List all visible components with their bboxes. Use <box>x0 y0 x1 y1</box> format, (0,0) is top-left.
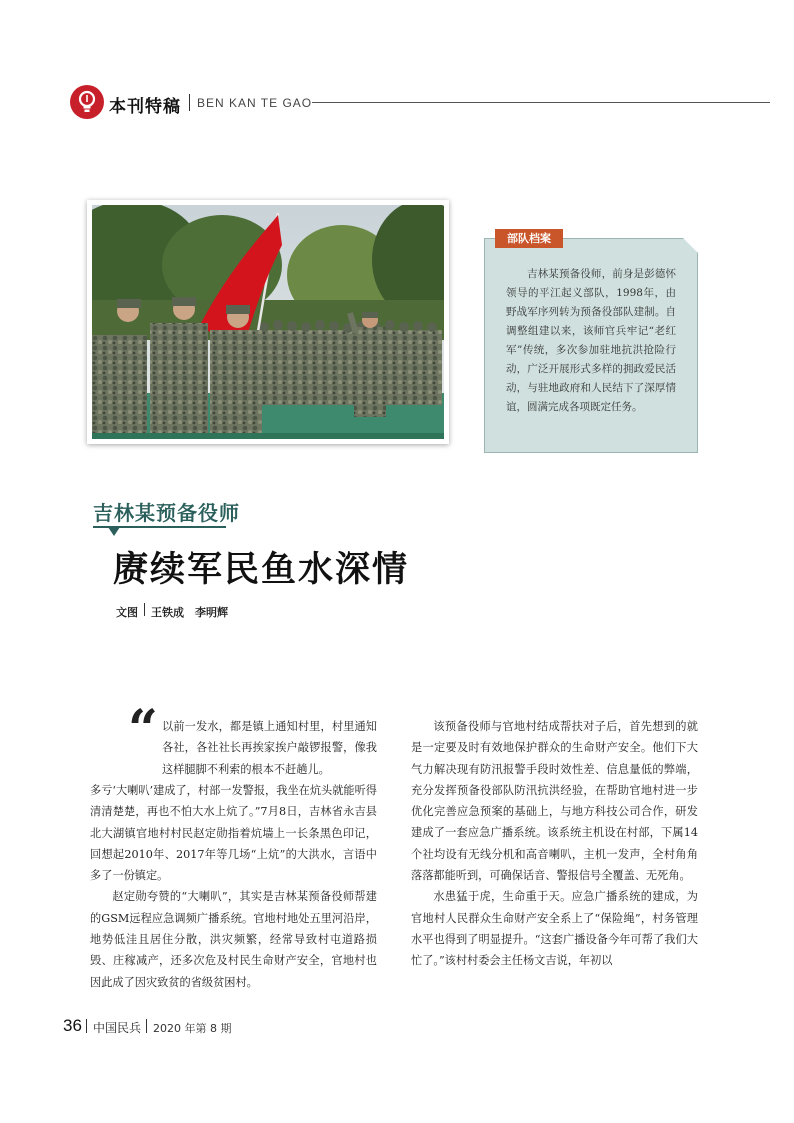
byline-divider <box>144 603 145 616</box>
section-divider <box>189 94 190 111</box>
paragraph: 多亏‘大喇叭’建成了，村部一发警报，我坐在炕头就能听得清清楚楚，再也不怕大水上炕了。”7月8日，吉林省永吉县北大湖镇官地村村民赵定勋指着炕墙上一长条黑色印记，回想起2010年、2017年等几场“上炕”的大洪水，言语中多了一份镇定。 <box>90 784 377 883</box>
article-lead-text: 以前一发水，都是镇上通知村里，村里通知各社，各社社长再挨家挨户敲锣报警，像我这样腿脚不利索的根本不赶趟儿。 <box>162 720 377 776</box>
page-number: 36 <box>63 1016 82 1035</box>
byline-authors: 王铁成 李明辉 <box>151 606 228 619</box>
article-column-right <box>411 716 698 972</box>
paragraph: 该预备役师与官地村结成帮扶对子后，首先想到的就是一定要及时有效地保护群众的生命财产安全。他们下大气力解决现有防汛报警手段时效性差、信息量低的弊端，充分发挥预备役部队防汛抗洪经验，在帮助官地村进一步优化完善应急预案的基础上，与地方科技公司合作，研发建成了一套应急广播系统。该系统主机设在村部，下属14个社均设有无线分机和高音喇叭，主机一发声，全村角角落落都能听到，可确保话音、警报信号全覆盖、无死角。 <box>411 720 698 883</box>
photo-soldiers-flag <box>92 205 444 439</box>
article-column-left <box>90 780 377 993</box>
issue-label: 2020 年第 8 期 <box>153 1022 232 1035</box>
kicker-notch <box>108 527 120 536</box>
archive-text: 吉林某预备役师，前身是彭德怀领导的平江起义部队，1998年，由野战军序列转为预备役部队建制。自调整组建以来，该师官兵牢记“老红军”传统，多次参加驻地抗洪抢险行动，广泛开展形式多样的拥政爱民活动，与驻地政府和人民结下了深厚情谊，圆满完成各项既定任务。 <box>506 268 676 413</box>
section-subtitle: BEN KAN TE GAO <box>197 96 313 110</box>
magazine-name: 中国民兵 <box>93 1021 142 1035</box>
lightbulb-icon <box>70 85 104 119</box>
article-headline: 赓续军民鱼水深情 <box>113 550 410 590</box>
footer-divider <box>146 1019 147 1033</box>
header-rule <box>312 102 770 103</box>
paragraph: 水患猛于虎，生命重于天。应急广播系统的建成，为官地村人民群众生命财产安全系上了“保险绳”，村务管理水平也得到了明显提升。“这套广播设备今年可帮了我们大忙了。”该村村委会主任杨文吉说，年初以 <box>411 890 698 968</box>
quote-mark: “ <box>128 699 158 760</box>
footer-divider <box>86 1019 87 1033</box>
byline-label: 文图 <box>116 606 138 619</box>
archive-tab-label: 部队档案 <box>495 229 563 248</box>
article-photo <box>87 200 449 444</box>
article-kicker: 吉林某预备役师 <box>93 501 240 525</box>
section-title: 本刊特稿 <box>109 97 181 117</box>
paragraph: 赵定勋夸赞的“大喇叭”，其实是吉林某预备役师帮建的GSM远程应急调频广播系统。官地村地处五里河沿岸，地势低洼且居住分散，洪灾频繁，经常导致村屯道路损毁、庄稼减产，还多次危及村民生命财产安全，官地村也因此成了因灾致贫的省级贫困村。 <box>90 890 377 989</box>
